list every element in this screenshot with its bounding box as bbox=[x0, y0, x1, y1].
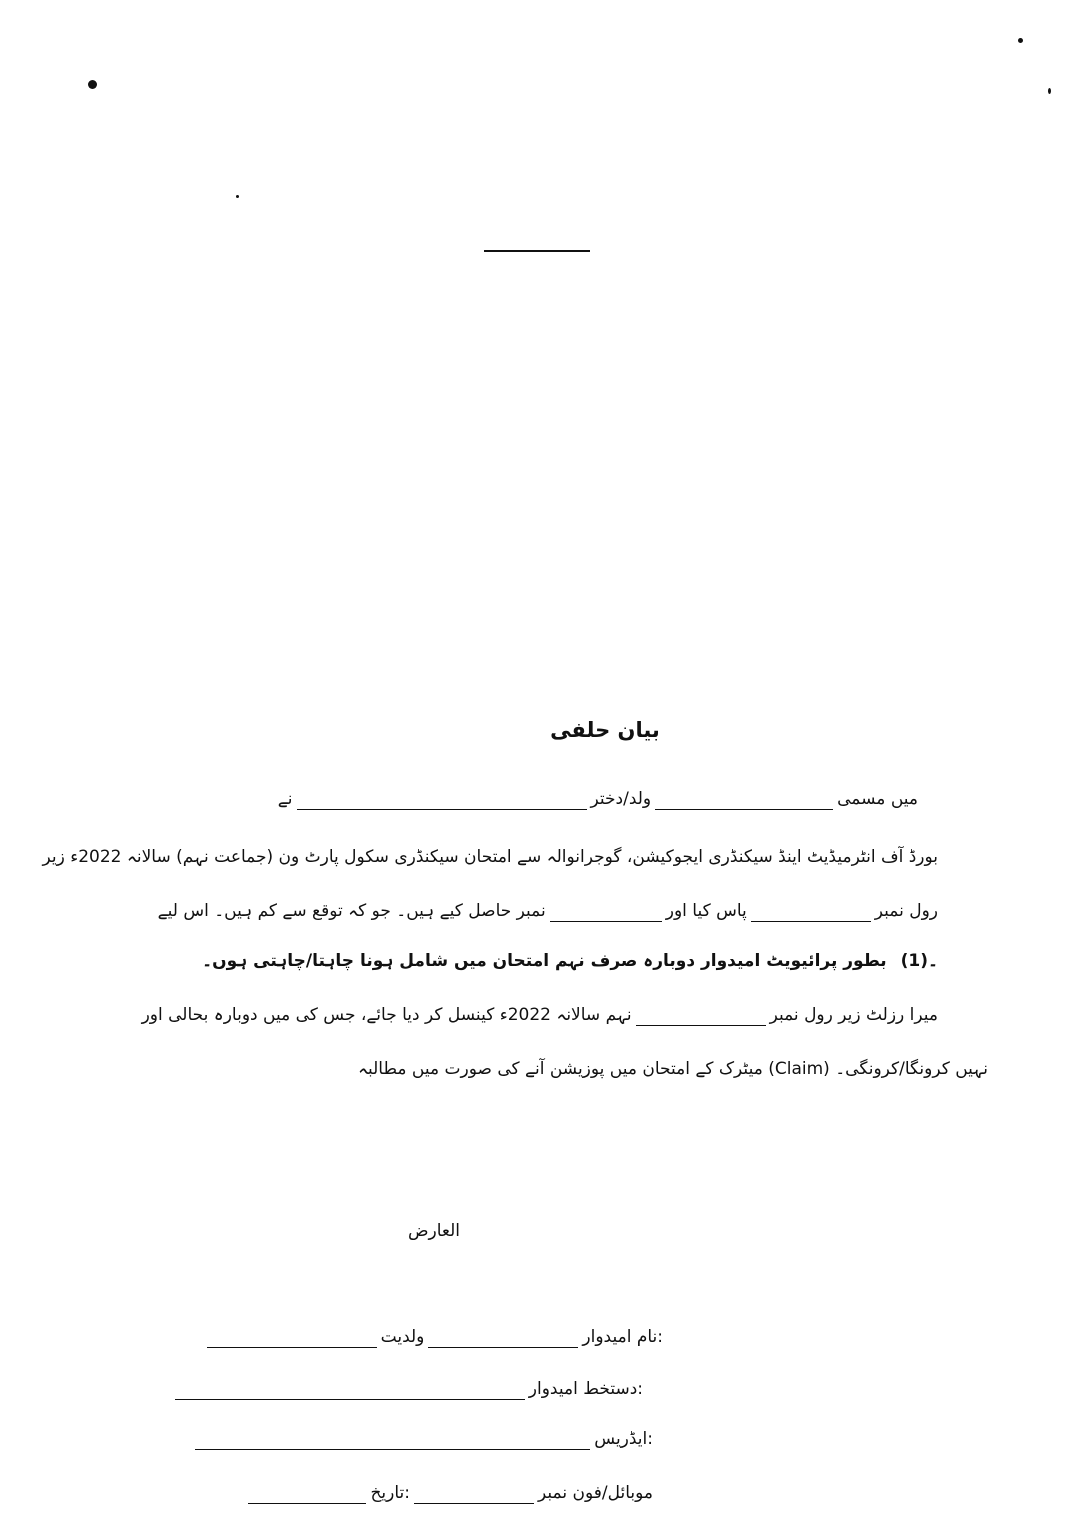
affidavit-line-3 bbox=[108, 892, 938, 922]
scan-speck bbox=[88, 80, 97, 89]
label-address: ایڈریس: bbox=[594, 1429, 653, 1449]
parent-name-blank bbox=[297, 791, 587, 810]
roll-number-blank bbox=[751, 903, 871, 922]
form-row-signature bbox=[163, 1370, 643, 1400]
result-roll-number-blank bbox=[636, 1007, 766, 1026]
label-candidate-signature: دستخط امیدوار: bbox=[528, 1379, 643, 1399]
signature-blank bbox=[175, 1381, 525, 1400]
point-number: (1)۔ bbox=[900, 951, 938, 971]
scan-speck bbox=[236, 195, 239, 198]
name-blank bbox=[655, 791, 833, 810]
label-phone: موبائل/فون نمبر bbox=[538, 1483, 653, 1503]
father-name-blank bbox=[207, 1329, 377, 1348]
text-cancel-request: نہم سالانہ 2022ء کینسل کر دیا جائے، جس کی میں دوبارہ بحالی اور bbox=[141, 1005, 632, 1025]
affidavit-line-6 bbox=[108, 1050, 988, 1080]
phone-blank bbox=[414, 1485, 534, 1504]
form-row-name bbox=[163, 1318, 663, 1348]
scan-speck bbox=[1048, 88, 1051, 94]
page-title: بیان حلفی bbox=[550, 718, 660, 742]
label-father-name: ولدیت bbox=[380, 1327, 425, 1347]
text-board-statement: بورڈ آف انٹرمیڈیٹ اینڈ سیکنڈری ایجوکیشن، گوجرانوالہ سے امتحان سیکنڈری سکول پارٹ ون (جماعت نہم) سالانہ 2022ء زیر bbox=[42, 847, 938, 867]
text-parent-label: ولد/دختر bbox=[590, 789, 652, 809]
address-blank bbox=[195, 1431, 590, 1450]
applicant-heading: العارض bbox=[407, 1221, 460, 1241]
form-row-phone-date bbox=[163, 1474, 653, 1504]
affidavit-line-2 bbox=[42, 838, 938, 868]
marks-blank bbox=[550, 903, 662, 922]
label-date: تاریخ: bbox=[370, 1483, 410, 1503]
form-row-address bbox=[163, 1420, 653, 1450]
text-name-prefix: میں مسمی bbox=[837, 789, 918, 809]
header-rule bbox=[484, 250, 590, 252]
date-blank bbox=[248, 1485, 366, 1504]
text-ne: نے bbox=[277, 789, 293, 809]
text-result-roll-label: میرا رزلٹ زیر رول نمبر bbox=[769, 1005, 938, 1025]
text-roll-number-label: رول نمبر bbox=[874, 901, 938, 921]
affidavit-point-1 bbox=[108, 942, 938, 972]
affidavit-line-5 bbox=[108, 996, 938, 1026]
label-candidate-name: نام امیدوار: bbox=[582, 1327, 663, 1347]
text-passed: پاس کیا اور bbox=[665, 901, 747, 921]
text-marks-obtained: نمبر حاصل کیے ہیں۔ جو کہ توقع سے کم ہیں۔ اس لیے bbox=[157, 901, 546, 921]
affidavit-line-1 bbox=[158, 780, 918, 810]
point-text: بطور پرائیویٹ امیدوار دوبارہ صرف نہم امتحان میں شامل ہونا چاہتا/چاہتی ہوں۔ bbox=[202, 951, 887, 971]
text-no-claim: میٹرک کے امتحان میں پوزیشن آنے کی صورت میں مطالبہ (Claim) نہیں کرونگا/کرونگی۔ bbox=[358, 1059, 988, 1079]
candidate-name-blank bbox=[428, 1329, 578, 1348]
scan-speck bbox=[1018, 38, 1023, 43]
